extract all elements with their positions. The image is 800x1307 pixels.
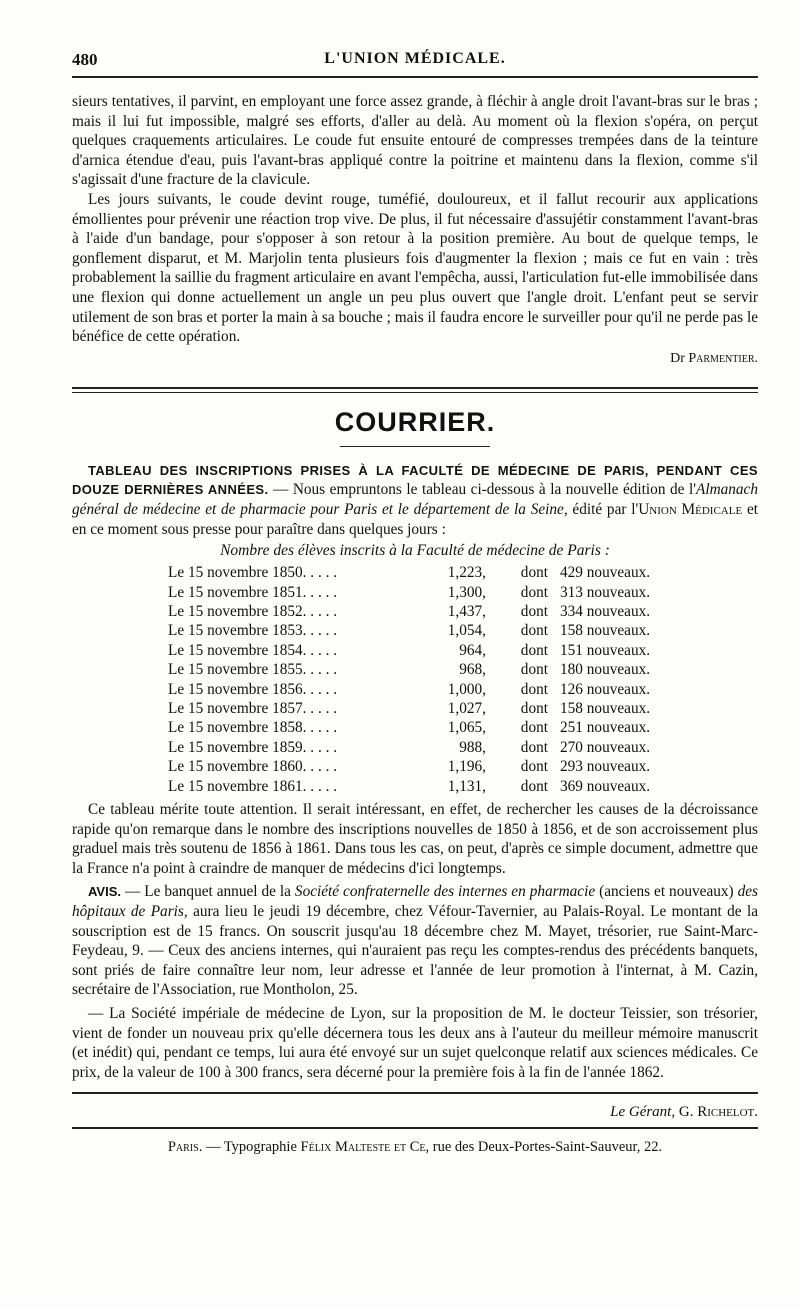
avis-hospitals: des hôpitaux de Paris,: [72, 883, 758, 920]
table-caption: Nombre des élèves inscrits à la Faculté de médecine de Paris :: [220, 542, 610, 560]
title-underline: [340, 446, 490, 447]
row-dont: dont: [520, 758, 548, 776]
row-new: 180 nouveaux.: [560, 661, 651, 679]
row-date: Le 15 novembre 1850. . . . .: [168, 564, 338, 582]
gerant-line: [72, 1104, 758, 1121]
lyon-prize-paragraph: — La Société impériale de médecine de Lyon, sur la proposition de M. le docteur Teissier, son trésorier, vient de fonder un nouveau prix qu'elle décernera tous les deux ans à l'auteur du meilleur mémoire manuscrit (et inédit) qui, pendant ce temps, lui aura été envoyé sur un sujet quelconque relatif aux sciences médicales. Ce prix, de la valeur de 100 à 300 francs, sera décerné pour la première fois à la fin de l'année 1862.: [72, 1004, 758, 1081]
footer-city: Paris.: [167, 1139, 203, 1156]
row-date: Le 15 novembre 1856. . . . .: [168, 680, 338, 698]
table-row: [168, 699, 650, 718]
printer-footer: [72, 1139, 758, 1156]
row-new: 369 nouveaux.: [560, 777, 651, 795]
row-dont: dont: [520, 661, 548, 679]
row-dont: dont: [520, 622, 548, 640]
header-rule: [72, 76, 758, 78]
table-row: [168, 621, 650, 640]
row-new: 270 nouveaux.: [560, 738, 651, 756]
table-row: [168, 641, 650, 660]
footer-text-2: rue des Deux-Portes-Saint-Sauveur, 22.: [429, 1139, 663, 1156]
row-date: Le 15 novembre 1851. . . . .: [168, 583, 338, 601]
row-date: Le 15 novembre 1858. . . . .: [168, 719, 338, 737]
row-count: 1,027,: [447, 699, 486, 717]
gerant-name: G. Richelot.: [678, 1104, 758, 1121]
gerant-label: Le Gérant,: [610, 1104, 676, 1121]
table-row: [168, 602, 650, 621]
row-count: 1,131,: [447, 777, 486, 795]
row-count: 988,: [459, 738, 486, 756]
row-new: 126 nouveaux.: [560, 680, 651, 698]
avis-paragraph: [72, 882, 758, 1000]
row-count: 968,: [459, 661, 486, 679]
row-count: 1,437,: [447, 602, 486, 620]
almanach-title: Almanach général de médecine et de pharmacie pour Paris et le département de la Seine,: [72, 481, 758, 518]
article-continuation: [72, 92, 758, 367]
row-count: 1,000,: [447, 680, 486, 698]
table-row: [168, 583, 650, 602]
section-title: COURRIER.: [334, 406, 496, 437]
table-row: [168, 777, 650, 796]
table-row: [168, 718, 650, 737]
row-new: 293 nouveaux.: [560, 758, 651, 776]
article-paragraph-2: Les jours suivants, le coude devint rouge, tuméfié, douloureux, et il fallut recourir aux applications émollientes pour prévenir une réaction trop vive. De plus, il fut nécessaire d'assujétir constamment l'avant-bras à l'aide d'un bandage, pour s'opposer à son retour à la position première. Au bout de quelque temps, le gonflement disparut, et M. Marjolin tenta plusieurs fois d'augmenter la flexion ; mais ce fut en vain : très probablement la saillie du fragment articulaire en avant l'empêcha, aussi, l'articulation fut-elle immobilisée dans une flexion qui donne actuellement un angle un peu plus ouvert que l'angle droit. L'enfant peut se servir utilement de son bras et porter la main à sa bouche ; mais il faudra encore le surveiller pour qu'il ne perde pas le bénéfice de cette opération.: [72, 190, 758, 346]
article-paragraph-1: sieurs tentatives, il parvint, en employant une force assez grande, à fléchir à angle droit l'avant-bras sur le bras ; mais il lui fut impossible, malgré ses efforts, d'aller au delà. Au moment où la flexion s'opéra, on perçut quelques craquements articulaires. Le coude fut ensuite entouré de compresses trempées dans de la teinture d'arnica étendue d'eau, puis l'avant-bras appliqué contre la poitrine et maintenu dans la flexion, comme s'il s'agissait d'une fracture de la clavicule.: [72, 93, 758, 189]
footer-rule: [72, 1127, 758, 1129]
article-signature: [72, 351, 758, 367]
row-date: Le 15 novembre 1855. . . . .: [168, 661, 338, 679]
row-dont: dont: [520, 583, 548, 601]
row-count: 1,300,: [447, 583, 486, 601]
gerant-rule: [72, 1092, 758, 1094]
row-date: Le 15 novembre 1854. . . . .: [168, 641, 338, 659]
tableau-text-2: édité par l': [567, 500, 639, 518]
page-number: 480: [72, 50, 98, 69]
table-row: [168, 738, 650, 757]
row-new: 334 nouveaux.: [560, 602, 651, 620]
tableau-intro: [72, 461, 758, 539]
row-dont: dont: [520, 680, 548, 698]
row-dont: dont: [520, 738, 548, 756]
commentary-paragraph: Ce tableau mérite toute attention. Il serait intéressant, en effet, de rechercher les causes de la décroissance rapide qu'on remarque dans le nombre des inscriptions nouvelles de 1850 à 1856, et de son accroissement plus graduel mais très soutenu de 1856 à 1861. Dans tous les cas, on peut, d'après ce simple document, admettre que la France n'a point à craindre de manquer de médecins d'ici longtemps.: [72, 800, 758, 877]
inscriptions-table-body: [168, 563, 650, 796]
section-divider: [72, 387, 758, 393]
row-count: 1,065,: [447, 719, 486, 737]
row-count: 964,: [459, 641, 486, 659]
avis-lead: AVIS.: [88, 884, 121, 900]
table-row: [168, 757, 650, 776]
tableau-text-3: et en ce moment sous presse pour paraître dans quelques jours :: [72, 500, 759, 538]
table-row: [168, 680, 650, 699]
signature-name: Parmentier.: [688, 350, 758, 366]
avis-society-name: Société confraternelle des internes en pharmacie: [294, 883, 596, 901]
avis-text-3: aura lieu le jeudi 19 décembre, chez Véfour-Tavernier, au Palais-Royal. Le montant de la souscription est de 15 francs. On souscrit jusqu'au 18 décembre chez M. Mayet, trésorier, rue Saint-Marc-Feydeau, 9. — Ceux des anciens internes, qui n'auraient pas reçu les comptes-rendus des précédents banquets, sont priés de faire connaître leur nom, leur adresse et l'année de leur promotion à l'internat, à M. Cazin, secrétaire de l'Association, rue Montholon, 25.: [72, 902, 758, 999]
row-date: Le 15 novembre 1853. . . . .: [168, 622, 338, 640]
row-new: 251 nouveaux.: [560, 719, 651, 737]
avis-text-2: (anciens et nouveaux): [595, 883, 738, 901]
row-dont: dont: [520, 777, 548, 795]
journal-name: Union Médicale: [638, 500, 743, 518]
row-date: Le 15 novembre 1860. . . . .: [168, 758, 338, 776]
inscriptions-table: [168, 563, 650, 796]
row-date: Le 15 novembre 1861. . . . .: [168, 777, 338, 795]
footer-text-1: — Typographie: [202, 1139, 301, 1156]
row-dont: dont: [520, 602, 548, 620]
page-header: [72, 0, 758, 78]
row-date: Le 15 novembre 1859. . . . .: [168, 738, 338, 756]
tableau-text-1: — Nous empruntons le tableau ci-dessous à la nouvelle édition de l': [268, 481, 696, 499]
row-dont: dont: [520, 719, 548, 737]
table-row: [168, 563, 650, 582]
row-dont: dont: [520, 641, 548, 659]
row-new: 158 nouveaux.: [560, 699, 651, 717]
row-count: 1,223,: [447, 564, 486, 582]
row-dont: dont: [520, 699, 548, 717]
row-new: 151 nouveaux.: [560, 641, 651, 659]
row-count: 1,054,: [447, 622, 486, 640]
row-date: Le 15 novembre 1857. . . . .: [168, 699, 338, 717]
tableau-lead: TABLEAU DES INSCRIPTIONS PRISES À LA FACULTÉ DE MÉDECINE DE PARIS, PENDANT CES DOUZE DERNIÈRES ANNÉES.: [72, 462, 758, 498]
row-new: 158 nouveaux.: [560, 622, 651, 640]
signature-title: Dr: [670, 350, 685, 366]
footer-printer: Félix Malteste et Ce,: [300, 1139, 430, 1156]
row-dont: dont: [520, 564, 548, 582]
row-count: 1,196,: [447, 758, 486, 776]
row-new: 429 nouveaux.: [560, 564, 651, 582]
row-new: 313 nouveaux.: [560, 583, 651, 601]
table-row: [168, 660, 650, 679]
row-date: Le 15 novembre 1852. . . . .: [168, 602, 338, 620]
running-title: L'UNION MÉDICALE.: [324, 50, 506, 67]
avis-text-1: — Le banquet annuel de la: [121, 883, 295, 901]
